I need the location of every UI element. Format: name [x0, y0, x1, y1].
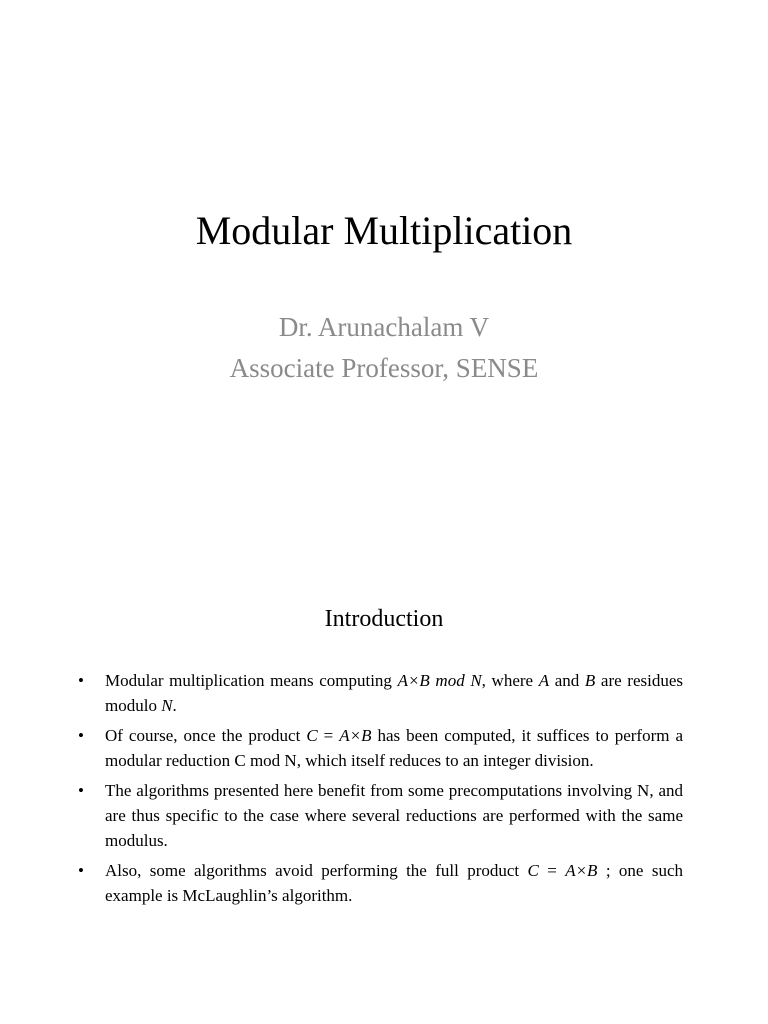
math-expression: A×B mod N — [397, 671, 482, 690]
math-expression: A×B — [565, 861, 598, 880]
bullet-text: ; one such example is McLaughlin’s algorithm. — [105, 861, 684, 905]
bullet-list — [78, 668, 683, 913]
bullet-icon: • — [78, 726, 84, 745]
bullet-text: has been computed, it suffices to perform a modular reduction C mod N, which itself reduces to an integer division. — [105, 726, 683, 770]
bullet-text: = — [317, 726, 340, 745]
bullet-text: The algorithms presented here benefit from some precomputations involving N, and are thus specific to the case where several reductions are performed with the same modulus. — [105, 781, 683, 850]
math-expression: A×B — [339, 726, 372, 745]
math-variable: C — [527, 861, 539, 880]
math-variable: B — [584, 671, 596, 690]
bullet-text: . — [172, 696, 177, 715]
bullet-text: are residues modulo — [105, 671, 683, 715]
bullet-icon: • — [78, 781, 84, 800]
bullet-text: , where — [481, 671, 539, 690]
author-name: Dr. Arunachalam V — [278, 312, 490, 342]
list-item — [78, 668, 683, 718]
bullet-text: and — [549, 671, 585, 690]
bullet-icon: • — [78, 671, 84, 690]
list-item — [78, 778, 683, 853]
section-heading: Introduction — [324, 606, 444, 632]
bullet-icon: • — [78, 861, 84, 880]
bullet-text: Of course, once the product — [105, 726, 307, 745]
math-variable: A — [538, 671, 550, 690]
bullet-text: Modular multiplication means computing — [105, 671, 398, 690]
list-item — [78, 723, 683, 773]
math-variable: N — [161, 696, 173, 715]
list-item — [78, 858, 683, 908]
bullet-text: Also, some algorithms avoid performing the full product — [105, 861, 528, 880]
author-role: Associate Professor, SENSE — [229, 353, 539, 383]
slide-title: Modular Multiplication — [195, 208, 573, 253]
bullet-text: = — [538, 861, 566, 880]
math-variable: C — [306, 726, 318, 745]
